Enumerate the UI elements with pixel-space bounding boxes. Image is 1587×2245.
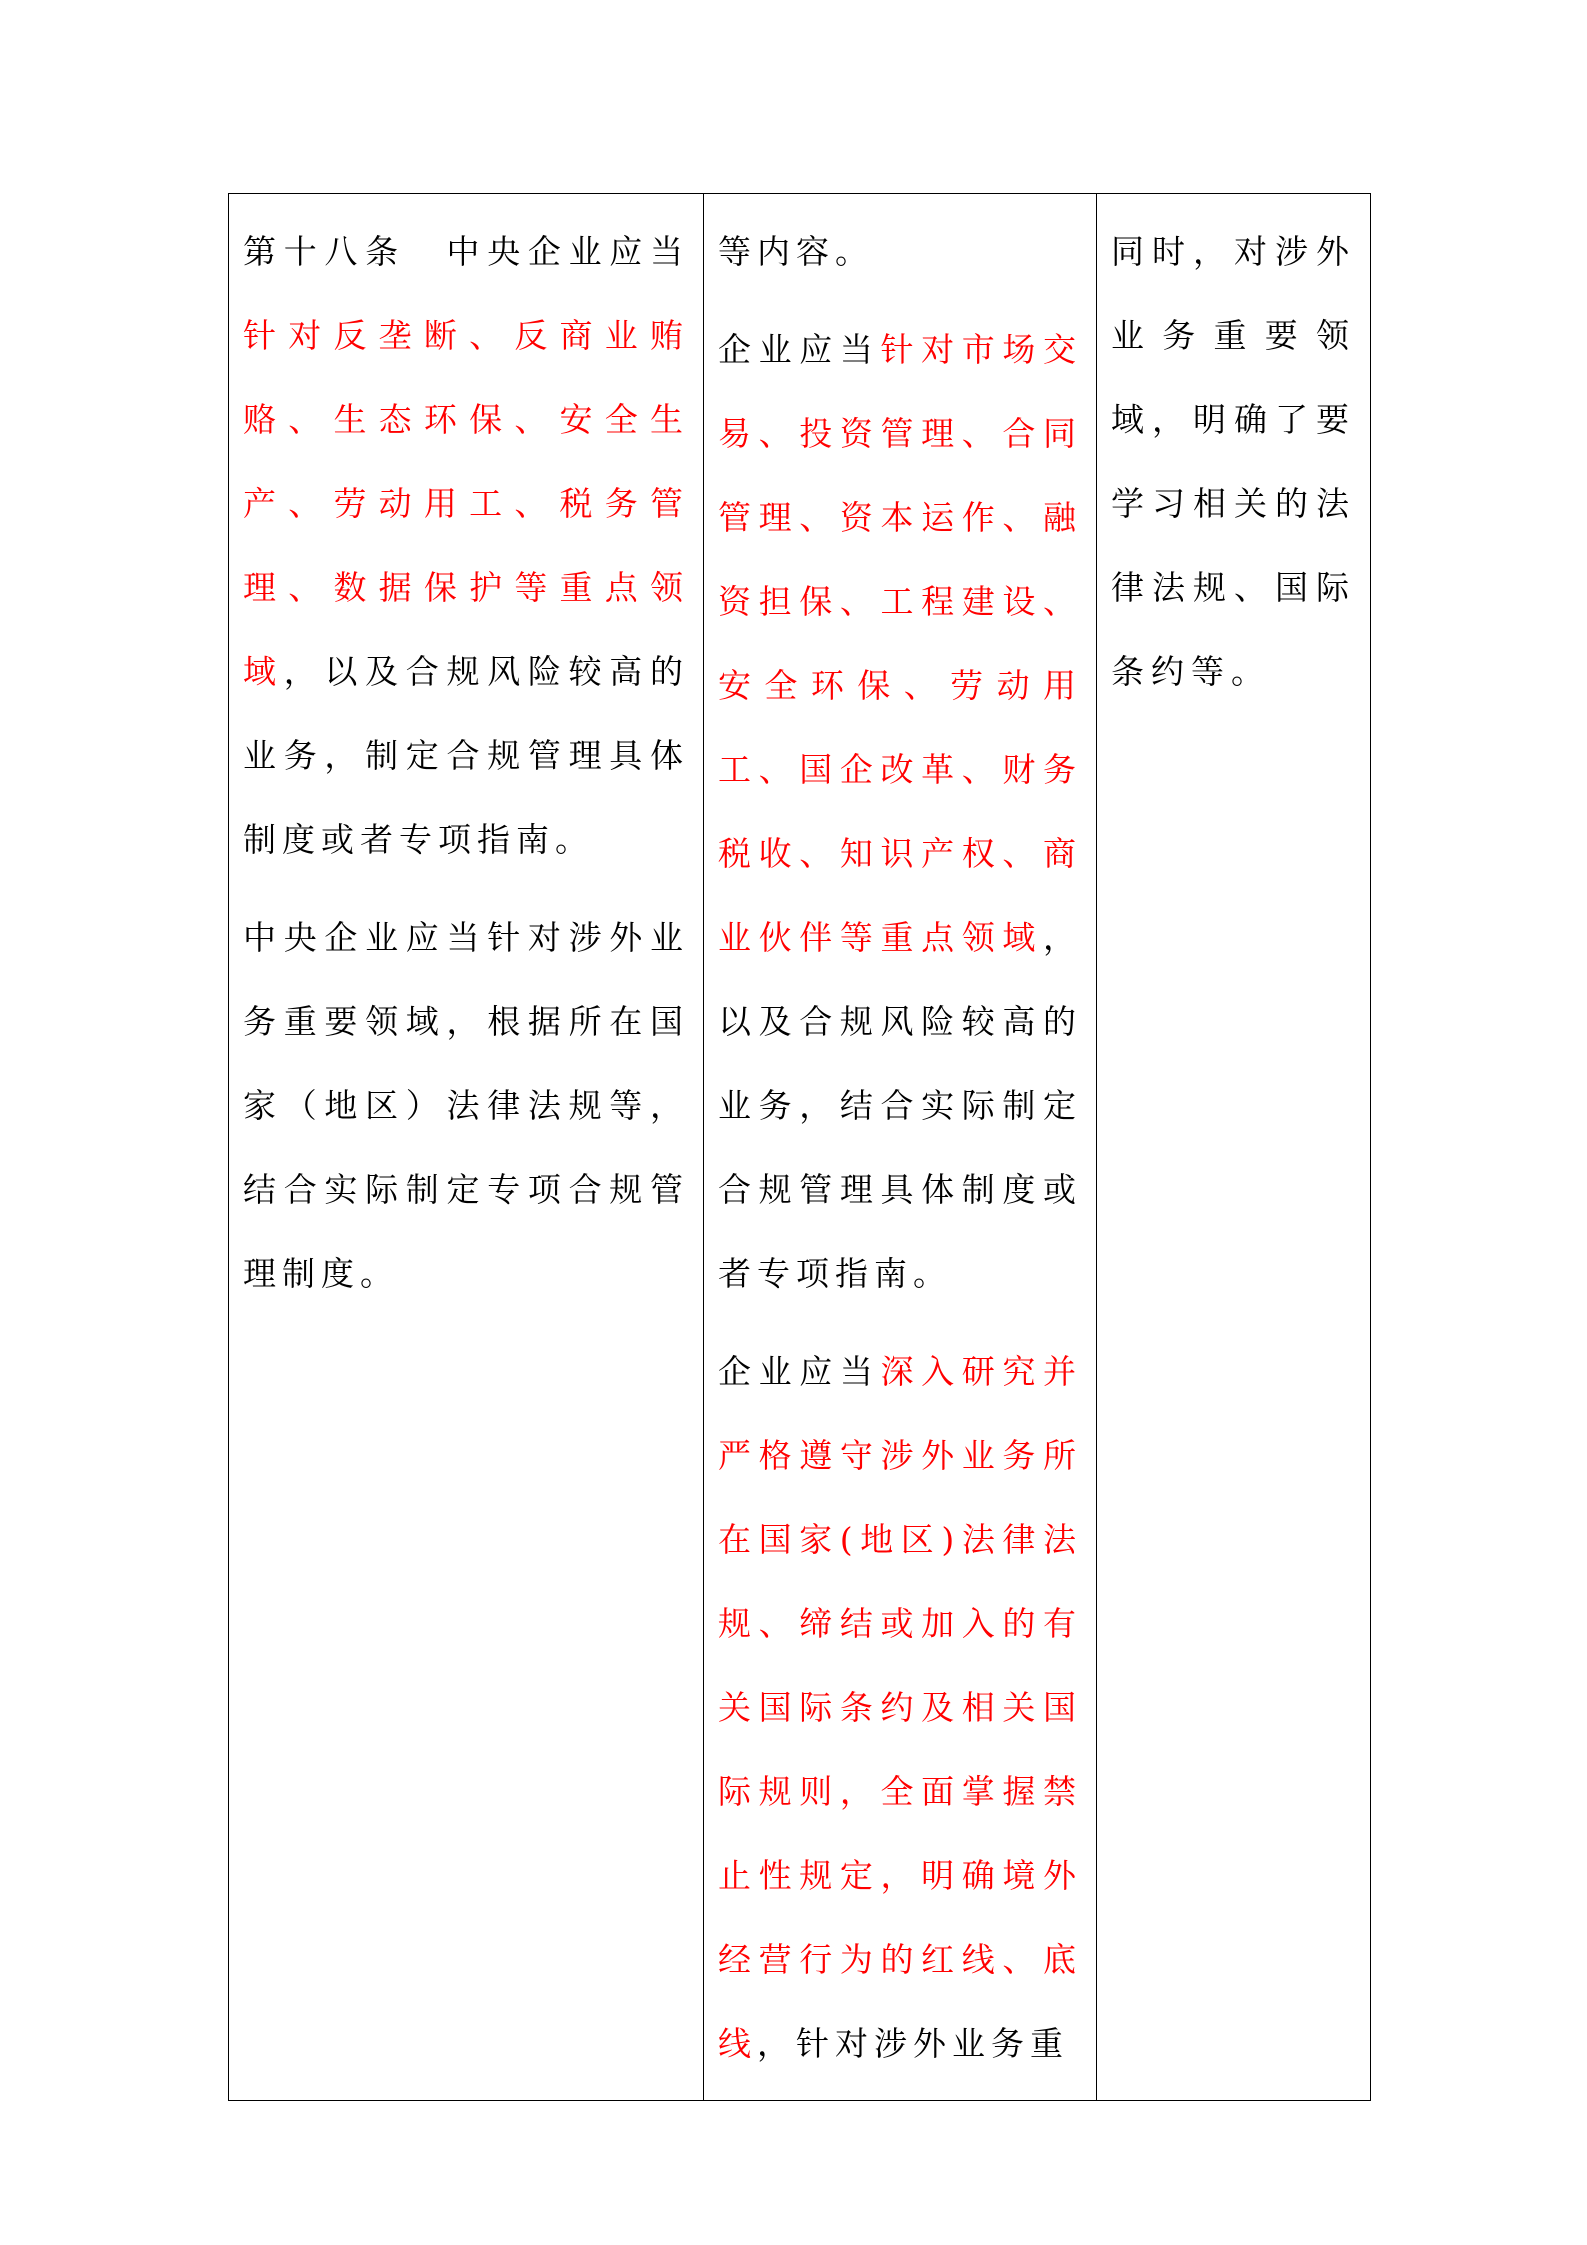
table-cell-column-1 [229, 194, 704, 2101]
text-segment: ，以及合规风险较高的业务，制定合规管理具体制度或者专项指南。 [243, 652, 690, 859]
table-cell-column-2 [704, 194, 1097, 2101]
paragraph [718, 1330, 1082, 2086]
paragraph [718, 308, 1082, 1316]
highlighted-text-segment: 针对市场交易、投资管理、合同管理、资本运作、融资担保、工程建设、安全环保、劳动用工、国企改革、财务税收、知识产权、商业伙伴等重点领域 [718, 330, 1082, 957]
comparison-table [228, 193, 1371, 2101]
text-segment: 第十八条 中央企业应当 [243, 232, 689, 271]
paragraph [1111, 210, 1356, 714]
text-segment: 企业应当 [718, 330, 881, 369]
paragraph [243, 896, 689, 1316]
text-segment: 等内容。 [718, 232, 874, 271]
text-segment: 企业应当 [718, 1352, 881, 1391]
table-row [229, 194, 1371, 2101]
highlighted-text-segment: 深入研究并严格遵守涉外业务所在国家(地区)法律法规、缔结或加入的有关国际条约及相关国际规则，全面掌握禁止性规定，明确境外经营行为的红线、底线 [718, 1352, 1082, 2063]
text-segment: 中央企业应当针对涉外业务重要领域，根据所在国家（地区）法律法规等，结合实际制定专项合规管理制度。 [243, 918, 689, 1293]
text-segment: ，以及合规风险较高的业务，结合实际制定合规管理具体制度或者专项指南。 [718, 918, 1082, 1293]
paragraph [243, 210, 689, 882]
text-segment: ，针对涉外业务重 [757, 2024, 1069, 2063]
table-cell-column-3 [1097, 194, 1371, 2101]
paragraph [718, 210, 1082, 294]
text-segment: 同时，对涉外业务重要领域，明确了要学习相关的法律法规、国际条约等。 [1111, 232, 1356, 691]
highlighted-text-segment: 针对反垄断、反商业贿赂、生态环保、安全生产、劳动用工、税务管理、数据保护等重点领域 [243, 316, 689, 691]
